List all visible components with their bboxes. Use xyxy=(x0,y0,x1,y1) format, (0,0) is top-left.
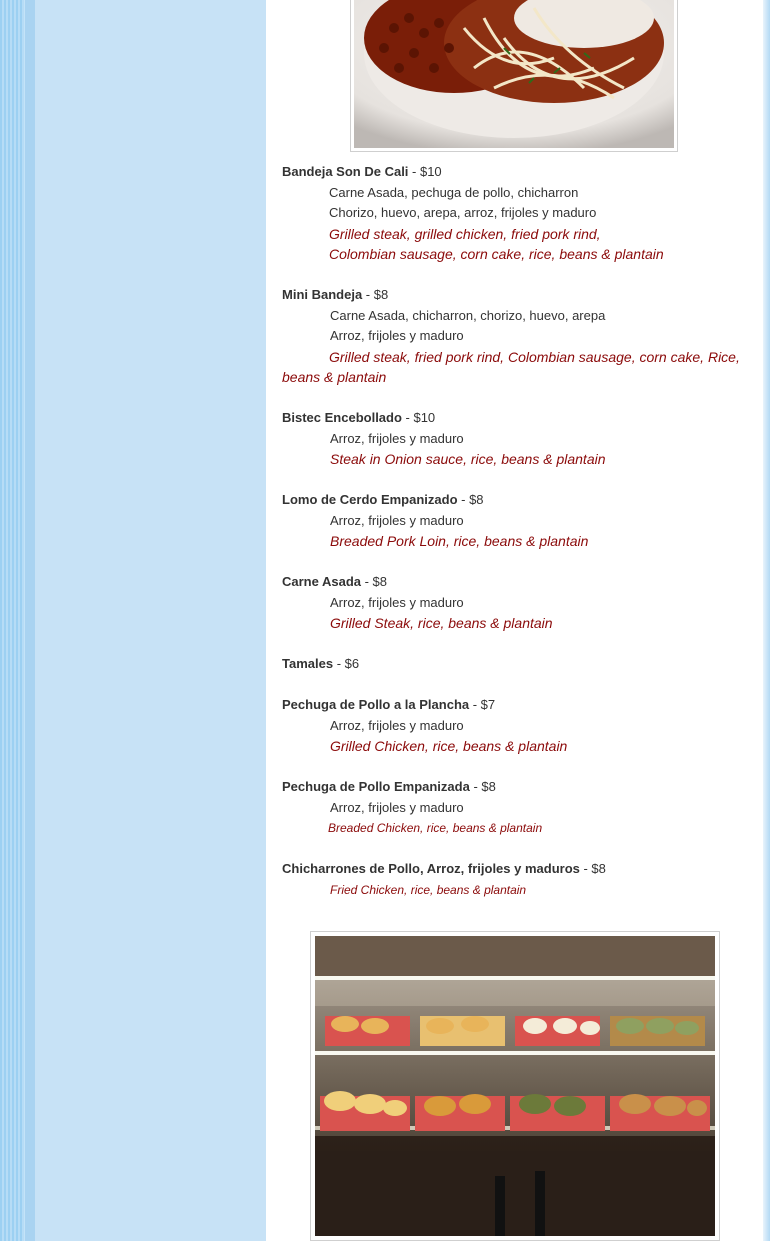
item-name: Bandeja Son De Cali xyxy=(282,164,409,179)
item-english-desc: Steak in Onion sauce, rice, beans & plantain xyxy=(330,451,606,467)
menu-item-header xyxy=(282,695,752,716)
item-spanish-desc: Carne Asada, pechuga de pollo, chicharron xyxy=(329,184,579,200)
item-english-desc: Breaded Chicken, rice, beans & plantain xyxy=(328,821,543,835)
item-price: - $10 xyxy=(408,164,442,179)
item-name: Bistec Encebollado xyxy=(282,410,402,425)
item-price: - $8 xyxy=(469,779,496,794)
item-price: - $8 xyxy=(579,861,606,876)
item-english-desc: Grilled Chicken, rice, beans & plantain xyxy=(330,738,568,754)
menu-item-header xyxy=(282,490,752,511)
item-price: - $6 xyxy=(333,656,360,671)
item-spanish-desc: Chorizo, huevo, arepa, arroz, frijoles y maduro xyxy=(329,205,597,220)
item-price: - $7 xyxy=(469,697,496,712)
menu-item-header xyxy=(282,285,752,306)
sidebar xyxy=(35,0,266,1241)
right-decorative-stripe xyxy=(763,0,770,1241)
menu-item-header xyxy=(282,572,752,593)
menu-item-header xyxy=(282,777,752,798)
item-name: Pechuga de Pollo a la Plancha xyxy=(282,697,470,712)
item-name: Mini Bandeja xyxy=(282,287,363,302)
item-name: Chicharrones de Pollo, Arroz, frijoles y maduros xyxy=(282,861,580,876)
item-english-desc: Grilled steak, grilled chicken, fried pork rind, xyxy=(329,225,601,242)
menu-item-header xyxy=(282,654,752,675)
food-plate-photo xyxy=(350,0,678,152)
main-content xyxy=(266,0,763,1241)
menu-list xyxy=(282,162,752,900)
item-price: - $8 xyxy=(457,492,484,507)
bakery-display-case-photo xyxy=(310,931,720,1241)
item-spanish-desc: Arroz, frijoles y maduro xyxy=(330,799,464,815)
item-english-desc: Grilled Steak, rice, beans & plantain xyxy=(330,615,553,631)
menu-item-header xyxy=(282,408,752,429)
item-english-desc: Grilled steak, fried pork rind, Colombian sausage, corn cake, Rice, beans & plantain xyxy=(282,348,740,385)
item-spanish-desc: Arroz, frijoles y maduro xyxy=(330,594,464,610)
item-spanish-desc: Arroz, frijoles y maduro xyxy=(330,328,464,343)
item-name: Lomo de Cerdo Empanizado xyxy=(282,492,458,507)
menu-item-header xyxy=(282,162,752,183)
item-price: - $8 xyxy=(361,574,388,589)
left-decorative-stripe xyxy=(0,0,24,1241)
item-spanish-desc: Arroz, frijoles y maduro xyxy=(330,430,464,446)
item-english-desc: Fried Chicken, rice, beans & plantain xyxy=(330,882,527,897)
item-name: Tamales xyxy=(282,656,334,671)
item-name: Pechuga de Pollo Empanizada xyxy=(282,779,470,794)
item-english-desc: Colombian sausage, corn cake, rice, beans & plantain xyxy=(329,246,664,262)
item-price: - $8 xyxy=(362,287,389,302)
item-spanish-desc: Carne Asada, chicharron, chorizo, huevo, arepa xyxy=(330,307,606,323)
item-name: Carne Asada xyxy=(282,574,361,589)
item-spanish-desc: Arroz, frijoles y maduro xyxy=(330,717,464,733)
item-price: - $10 xyxy=(401,410,436,425)
menu-item-header xyxy=(282,859,752,880)
item-english-desc: Breaded Pork Loin, rice, beans & plantain xyxy=(330,533,589,549)
item-spanish-desc: Arroz, frijoles y maduro xyxy=(330,512,464,528)
